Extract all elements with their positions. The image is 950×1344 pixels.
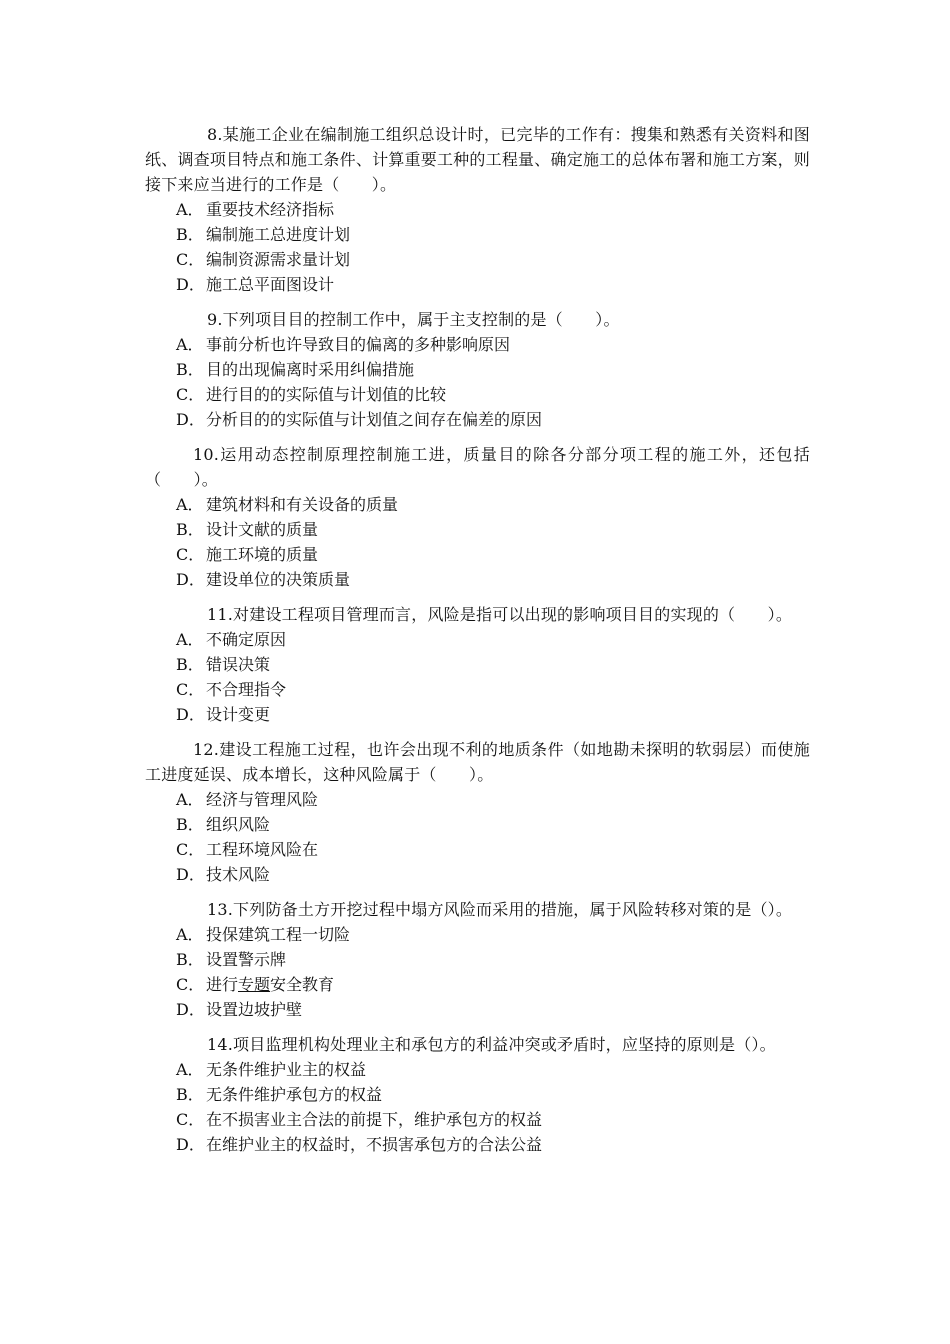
question-stem: 11.对建设工程项目管理而言，风险是指可以出现的影响项目目的实现的（ ）。 [207,605,793,624]
option-a: A． 投保建筑工程一切险 [176,925,351,944]
option-b: B． 编制施工总进度计划 [176,225,351,244]
question-stem: 8.某施工企业在编制施工组织总设计时，已完毕的工作有：搜集和熟悉有关资料和图纸、调查项目特点和施工条件、计算重要工种的工程量、确定施工的总体布署和施工方案，则接下来应当进行的工作是（ ）。 [145,125,810,194]
option-d: D．建设单位的决策质量 [176,570,351,589]
option-c: C． 进行目的的实际值与计划值的比较 [176,385,447,404]
option-list [145,787,810,887]
option-c: C． 编制资源需求量计划 [176,250,351,269]
question-stem: 9.下列项目目的控制工作中，属于主支控制的是（ ）。 [207,310,620,329]
option-b: B． 无条件维护承包方的权益 [176,1085,383,1104]
option-b: B． 错误决策 [176,655,271,674]
option-c: C． 不合理指令 [176,680,287,699]
option-d: D．设计变更 [176,705,271,724]
option-a: A． 不确定原因 [176,630,287,649]
option-list [145,627,810,727]
option-c: C． 在不损害业主合法的前提下，维护承包方的权益 [176,1110,543,1129]
option-b: B． 组织风险 [176,815,271,834]
option-list [145,492,810,592]
option-d: D．分析目的的实际值与计划值之间存在偏差的原因 [176,410,543,429]
option-d: D．施工总平面图设计 [176,275,335,294]
option-c: C． 进行专题安全教育 [176,975,335,994]
question-11 [145,602,810,727]
option-b: B． 设计文献的质量 [176,520,319,539]
question-stem: 13.下列防备土方开挖过程中塌方风险而采用的措施，属于风险转移对策的是（）。 [207,900,793,919]
question-12 [145,737,810,887]
question-8 [145,122,810,297]
option-list [145,922,810,1022]
option-a: A． 事前分析也许导致目的偏离的多种影响原因 [176,335,511,354]
option-list [145,1057,810,1157]
question-10 [145,442,810,592]
question-13 [145,897,810,1022]
option-list [145,332,810,432]
option-b: B． 目的出现偏离时采用纠偏措施 [176,360,415,379]
document-page [145,122,810,1167]
option-c: C． 施工环境的质量 [176,545,319,564]
option-a: A． 经济与管理风险 [176,790,319,809]
option-a: A． 无条件维护业主的权益 [176,1060,367,1079]
option-b: B． 设置警示牌 [176,950,287,969]
option-a: A． 重要技术经济指标 [176,200,335,219]
question-stem: 14.项目监理机构处理业主和承包方的利益冲突或矛盾时，应坚持的原则是（）。 [207,1035,776,1054]
question-stem: 12.建设工程施工过程，也许会出现不利的地质条件（如地勘未探明的软弱层）而使施工进度延误、成本增长，这种风险属于（ ）。 [145,740,810,784]
question-14 [145,1032,810,1157]
question-9 [145,307,810,432]
option-c: C． 工程环境风险在 [176,840,319,859]
option-d: D．设置边坡护壁 [176,1000,303,1019]
option-a: A． 建筑材料和有关设备的质量 [176,495,399,514]
question-stem: 10.运用动态控制原理控制施工进，质量目的除各分部分项工程的施工外，还包括（ ）。 [145,445,810,489]
option-d: D．在维护业主的权益时，不损害承包方的合法公益 [176,1135,543,1154]
option-list [145,197,810,297]
underlined-term: 专题 [238,975,271,994]
option-d: D．技术风险 [176,865,271,884]
